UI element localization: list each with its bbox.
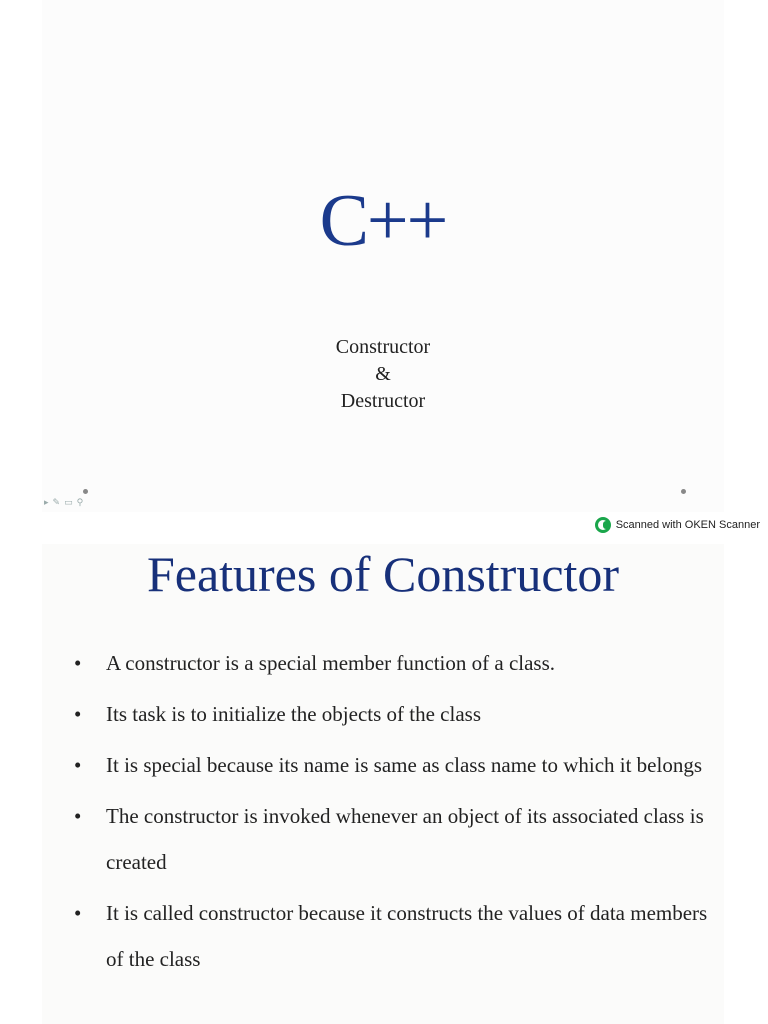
presentation-toolbar (44, 498, 83, 508)
list-item: • Its task is to initialize the objects of the class (70, 691, 720, 737)
list-item: • It is special because its name is same as class name to which it belongs (70, 742, 720, 788)
menu-icon[interactable]: ▭ (64, 498, 73, 508)
list-item: • A constructor is a special member function of a class. (70, 640, 720, 686)
features-slide (42, 544, 724, 1024)
zoom-icon[interactable]: ⚲ (76, 498, 84, 508)
feature-list (70, 640, 720, 987)
subtitle-line: Constructor (335, 336, 431, 358)
list-item: • The constructor is invoked whenever an object of its associated class is created (70, 793, 720, 885)
slide-subtitle (42, 334, 724, 415)
watermark-text: Scanned with OKEN Scanner (615, 519, 760, 531)
slide-title: C++ (319, 180, 447, 262)
pen-icon[interactable]: ✎ (52, 498, 61, 508)
list-item: • It is called constructor because it constructs the values of data members of the class (70, 890, 720, 982)
subtitle-line: Destructor (340, 390, 426, 412)
scanner-watermark (595, 517, 760, 533)
scanner-logo-icon (595, 517, 611, 533)
subtitle-line: & (375, 363, 391, 385)
slide-heading: Features of Constructor (146, 546, 620, 602)
pointer-icon[interactable]: ▸ (44, 498, 49, 508)
title-slide (42, 0, 724, 512)
navigation-dot (681, 489, 686, 494)
navigation-dot (83, 489, 88, 494)
